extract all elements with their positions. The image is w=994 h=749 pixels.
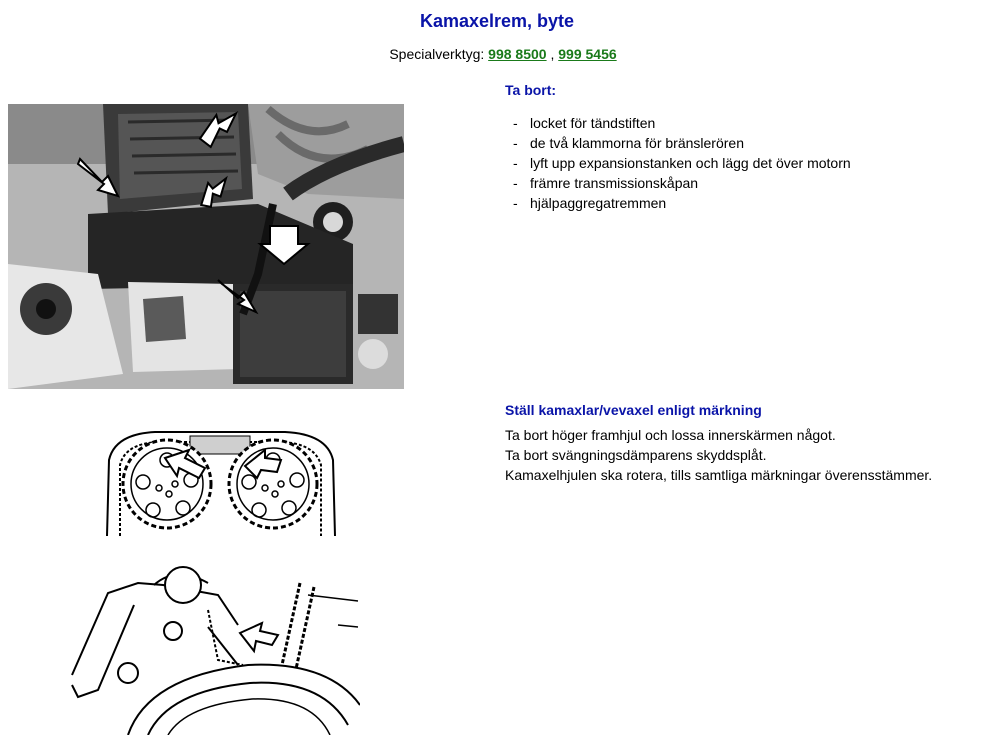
timing-instructions	[505, 426, 932, 486]
tool-separator: ,	[546, 46, 559, 62]
instruction-line: Ta bort svängningsdämparens skyddsplåt.	[505, 447, 767, 463]
list-item: - de två klammorna för bränslerören	[513, 135, 744, 151]
special-tools-label: Specialverktyg:	[389, 46, 489, 62]
page-title: Kamaxelrem, byte	[419, 11, 575, 31]
tool-link-998-8500[interactable]: 998 8500	[488, 46, 547, 62]
list-item: - lyft upp expansionstanken och lägg det över motorn	[513, 155, 851, 171]
camshaft-marks-diagram	[95, 420, 345, 536]
tool-link-999-5456[interactable]: 999 5456	[558, 46, 617, 62]
engine-bay-photo	[8, 104, 404, 389]
remove-section-heading: Ta bort:	[505, 82, 557, 98]
remove-items-list	[513, 114, 851, 214]
list-item: - hjälpaggregatremmen	[513, 195, 667, 211]
timing-section-heading: Ställ kamaxlar/vevaxel enligt märkning	[505, 402, 762, 418]
list-item: - främre transmissionskåpan	[513, 175, 699, 191]
list-item: - locket för tändstiften	[513, 115, 656, 131]
special-tools-line	[0, 46, 994, 62]
instruction-line: Kamaxelhjulen ska rotera, tills samtliga märkningar överensstämmer.	[505, 467, 933, 483]
instruction-line: Ta bort höger framhjul och lossa innerskärmen något.	[505, 427, 836, 443]
crankshaft-marks-diagram	[68, 565, 360, 735]
